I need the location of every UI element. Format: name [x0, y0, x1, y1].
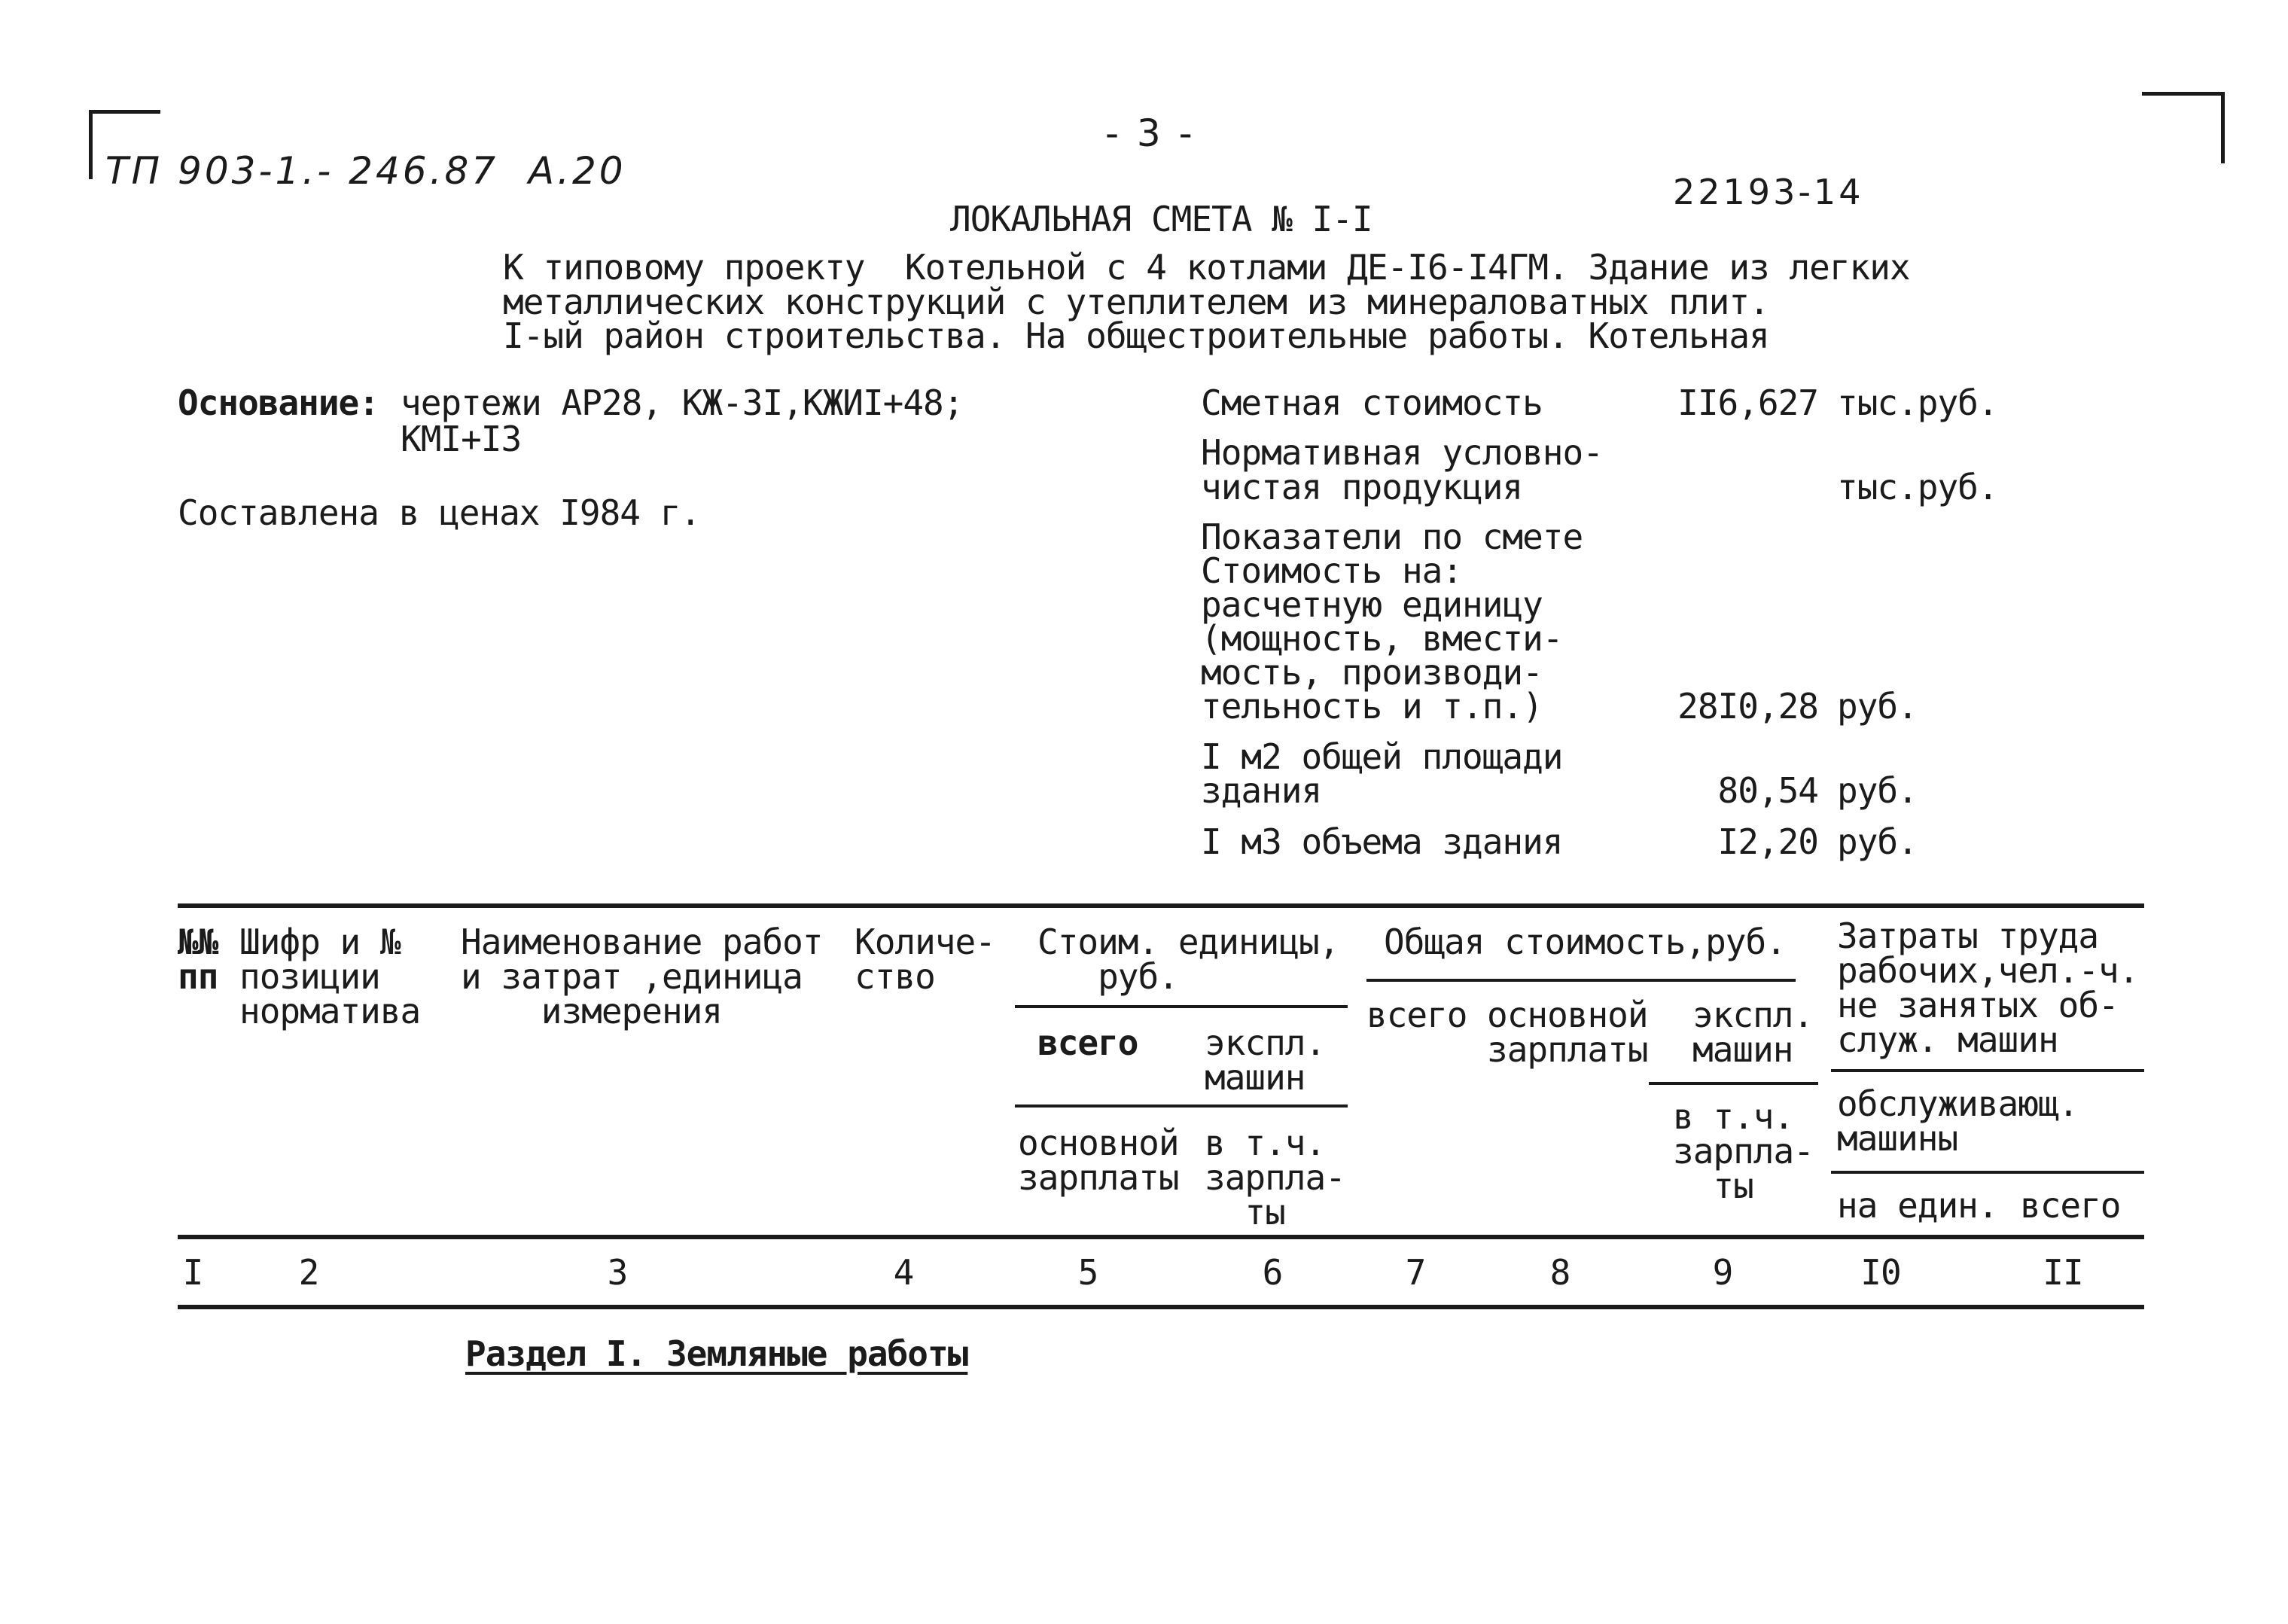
doc-number: 22193-14 — [1673, 172, 1864, 212]
corner-mark-left-vertical — [89, 110, 93, 179]
col-number-1: I — [182, 1252, 203, 1293]
col-number-9: 9 — [1712, 1252, 1733, 1293]
unit-cost-rule-2 — [1015, 1105, 1348, 1108]
page-number: - 3 - — [1105, 111, 1196, 155]
unit-unit: руб. — [1837, 686, 1918, 727]
total-cost-rule — [1366, 979, 1796, 982]
col-number-6: 6 — [1262, 1252, 1283, 1293]
indicators-line-5: мость, производи- — [1201, 652, 1543, 693]
header-total-incl: в т.ч. зарпла- ты — [1673, 1096, 1814, 1206]
indicators-line-4: (мощность, вмести- — [1201, 618, 1563, 659]
col-number-2: 2 — [298, 1252, 319, 1293]
header-total-cost: Общая стоимость,руб. — [1384, 922, 1786, 962]
indicators-line-2: Стоимость на: — [1201, 550, 1463, 591]
normative-unit: тыс.руб. — [1837, 467, 1998, 507]
subtitle-line-1: К типовому проекту Котельной с 4 котлами ДЕ-I6-I4ГМ. Здание из легких — [503, 247, 1910, 288]
col-number-5: 5 — [1077, 1252, 1098, 1293]
basis-line-1: чертежи АР28, КЖ-3I,КЖИI+48; — [401, 382, 964, 423]
header-labor-total: всего — [2020, 1185, 2121, 1226]
table-header-bottom-rule — [178, 1235, 2144, 1239]
area-label-2: здания — [1201, 770, 1322, 811]
subtitle-line-2: металлических конструкций с утеплителем из минераловатных плит. — [503, 282, 1769, 322]
subtitle-line-3: I-ый район строительства. На общестроительные работы. Котельная — [503, 315, 1769, 356]
header-unit-cost: Стоим. единицы, руб. — [1037, 922, 1339, 997]
header-qty: Количе- ство — [855, 922, 995, 997]
header-num: №№ пп — [178, 922, 218, 997]
corner-mark-right-vertical — [2221, 92, 2225, 163]
header-unit-mach: экспл. машин — [1205, 1022, 1326, 1098]
header-unit-wage: основной зарплаты — [1018, 1123, 1179, 1198]
basis-label: Основание: — [178, 382, 379, 423]
header-name: Наименование работ и затрат ,единица измерения — [461, 922, 823, 1031]
total-incl-rule — [1649, 1082, 1818, 1085]
col-number-11: II — [2043, 1252, 2083, 1293]
area-label-1: I м2 общей площади — [1201, 736, 1563, 777]
area-unit: руб. — [1837, 770, 1918, 811]
document-title: ЛОКАЛЬНАЯ СМЕТА № I-I — [950, 199, 1372, 239]
header-labor-serv: обслуживающ. машины — [1837, 1083, 2079, 1159]
unit-cost-rule — [1015, 1005, 1348, 1008]
basis-line-2: КМI+I3 — [401, 419, 522, 459]
header-code: Шифр и № позиции норматива — [239, 922, 421, 1031]
header-total-mach: экспл. машин — [1692, 995, 1814, 1070]
table-top-rule — [178, 903, 2144, 908]
normative-label-1: Нормативная условно- — [1201, 432, 1603, 473]
col-numbers-bottom-rule — [178, 1305, 2144, 1309]
header-labor: Затраты труда рабочих,чел.-ч. не занятых об- служ. машин — [1837, 916, 2139, 1060]
corner-mark-right-horizontal — [2142, 92, 2225, 96]
indicators-line-1: Показатели по смете — [1201, 516, 1583, 557]
section-title: Раздел I. Земляные работы — [465, 1333, 968, 1374]
indicators-line-6: тельность и т.п.) — [1201, 686, 1543, 727]
indicators-line-3: расчетную единицу — [1201, 584, 1543, 625]
corner-mark-left-horizontal — [89, 110, 160, 114]
header-total-wage: основной зарплаты — [1487, 995, 1648, 1070]
col-number-4: 4 — [893, 1252, 914, 1293]
estimated-cost-label: Сметная стоимость — [1201, 382, 1543, 423]
col-number-10: I0 — [1860, 1252, 1901, 1293]
labor-rule-2 — [1831, 1171, 2144, 1174]
col-number-8: 8 — [1549, 1252, 1571, 1293]
area-value: 80,54 — [1717, 770, 1818, 811]
unit-value: 28I0,28 — [1677, 686, 1818, 727]
estimated-cost-value: II6,627 — [1677, 382, 1818, 423]
col-number-7: 7 — [1405, 1252, 1426, 1293]
volume-unit: руб. — [1837, 821, 1918, 862]
prices-note: Составлена в ценах I984 г. — [178, 492, 701, 533]
header-unit-incl: в т.ч. зарпла- ты — [1205, 1123, 1345, 1232]
col-number-3: 3 — [607, 1252, 628, 1293]
volume-label: I м3 объема здания — [1201, 821, 1563, 862]
labor-rule-1 — [1831, 1069, 2144, 1072]
project-code: ТП 903-1.- 246.87 А.20 — [105, 149, 626, 193]
estimated-cost-unit: тыс.руб. — [1837, 382, 1998, 423]
header-labor-unit: на един. — [1837, 1185, 1998, 1226]
volume-value: I2,20 — [1717, 821, 1818, 862]
header-unit-total: всего — [1037, 1022, 1138, 1063]
normative-label-2: чистая продукция — [1201, 467, 1523, 507]
header-total-all: всего — [1366, 995, 1467, 1035]
